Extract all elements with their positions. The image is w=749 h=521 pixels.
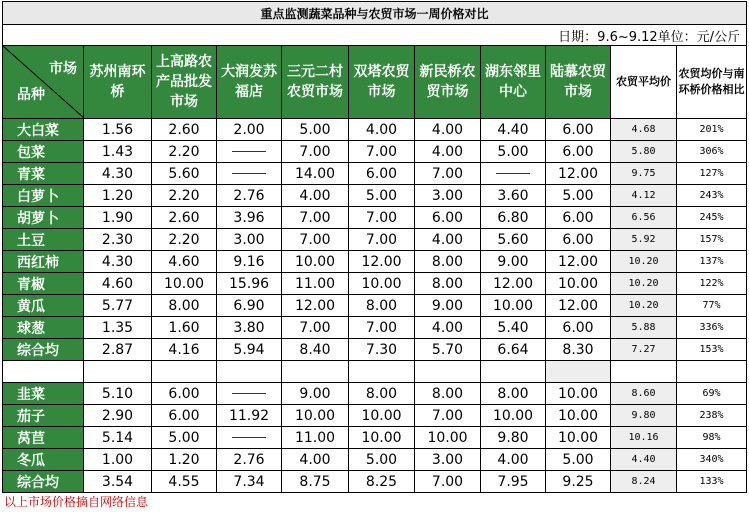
- price-cell: 5.10: [84, 383, 152, 405]
- price-cell: 12.00: [282, 295, 349, 317]
- price-cell: 5.00: [546, 185, 611, 207]
- ratio-cell: 340%: [677, 449, 747, 471]
- price-cell: 6.64: [481, 339, 546, 361]
- price-cell: 10.00: [152, 273, 217, 295]
- empty-cell: [282, 361, 349, 383]
- price-cell: 5.00: [349, 185, 415, 207]
- variety-name: 黄瓜: [3, 295, 84, 317]
- variety-name: 青菜: [3, 163, 84, 185]
- price-cell: 4.00: [481, 449, 546, 471]
- price-cell: 12.00: [546, 295, 611, 317]
- market-average-cell: 5.92: [611, 229, 677, 251]
- price-cell: 8.00: [415, 273, 481, 295]
- price-cell: 5.60: [481, 229, 546, 251]
- table-row: [3, 163, 747, 185]
- ratio-cell: 157%: [677, 229, 747, 251]
- empty-cell: [611, 361, 677, 383]
- price-cell: 9.80: [481, 427, 546, 449]
- no-data-dash: [232, 151, 266, 152]
- variety-name: 土豆: [3, 229, 84, 251]
- price-cell: 2.90: [84, 405, 152, 427]
- price-cell: 1.43: [84, 141, 152, 163]
- ratio-cell: 77%: [677, 295, 747, 317]
- price-cell: 2.30: [84, 229, 152, 251]
- table-row: [3, 207, 747, 229]
- price-cell: 8.00: [415, 383, 481, 405]
- price-cell: 5.00: [481, 141, 546, 163]
- table-row: [3, 295, 747, 317]
- price-cell: 4.60: [152, 251, 217, 273]
- price-cell: 12.00: [349, 251, 415, 273]
- price-cell: [217, 383, 282, 405]
- variety-name: 莴苣: [3, 427, 84, 449]
- price-cell: 7.00: [282, 141, 349, 163]
- table-row: [3, 273, 747, 295]
- column-header: 大润发苏福店: [217, 46, 282, 119]
- column-header: 农贸均价与南环桥价格相比: [677, 46, 747, 119]
- price-cell: 7.00: [282, 317, 349, 339]
- price-cell: 7.00: [349, 141, 415, 163]
- price-cell: 10.00: [349, 405, 415, 427]
- price-cell: 10.00: [546, 405, 611, 427]
- price-cell: 3.80: [217, 317, 282, 339]
- footnote: 以上市场价格摘自网络信息: [4, 495, 149, 509]
- column-header: 双塔农贸市场: [349, 46, 415, 119]
- price-cell: 6.00: [546, 317, 611, 339]
- price-cell: 2.20: [152, 229, 217, 251]
- ratio-cell: 153%: [677, 339, 747, 361]
- price-cell: 4.40: [481, 119, 546, 141]
- price-cell: 2.00: [217, 119, 282, 141]
- price-cell: 5.60: [152, 163, 217, 185]
- variety-name: 茄子: [3, 405, 84, 427]
- price-cell: 4.55: [152, 471, 217, 493]
- price-cell: 5.77: [84, 295, 152, 317]
- price-cell: 2.87: [84, 339, 152, 361]
- price-cell: 4.00: [282, 449, 349, 471]
- price-cell: 4.30: [84, 163, 152, 185]
- price-cell: 10.00: [282, 251, 349, 273]
- price-cell: 1.00: [84, 449, 152, 471]
- price-cell: 4.00: [415, 119, 481, 141]
- corner-header-cell: [3, 46, 84, 119]
- no-data-dash: [232, 393, 266, 394]
- date-unit-label: 日期：9.6~9.12单位：元/公斤: [3, 25, 747, 46]
- variety-name: 包菜: [3, 141, 84, 163]
- price-cell: 6.00: [546, 207, 611, 229]
- price-cell: 7.00: [349, 229, 415, 251]
- ratio-cell: 201%: [677, 119, 747, 141]
- table-row: [3, 449, 747, 471]
- price-cell: 6.00: [152, 383, 217, 405]
- price-cell: 7.00: [415, 471, 481, 493]
- ratio-cell: 245%: [677, 207, 747, 229]
- price-cell: 10.00: [481, 295, 546, 317]
- price-cell: 8.75: [282, 471, 349, 493]
- spacer-row: [3, 361, 747, 383]
- variety-name: 综合均: [3, 471, 84, 493]
- price-cell: 5.00: [282, 119, 349, 141]
- price-cell: 3.00: [415, 449, 481, 471]
- market-average-cell: 7.27: [611, 339, 677, 361]
- market-average-cell: 10.20: [611, 295, 677, 317]
- price-cell: 2.76: [217, 449, 282, 471]
- variety-name: 大白菜: [3, 119, 84, 141]
- price-cell: 11.92: [217, 405, 282, 427]
- price-cell: 3.60: [481, 185, 546, 207]
- column-header: 苏州南环桥: [84, 46, 152, 119]
- price-cell: 4.00: [415, 229, 481, 251]
- header-row: [3, 46, 747, 119]
- empty-cell: [152, 361, 217, 383]
- table-row: [3, 229, 747, 251]
- price-cell: 9.00: [282, 383, 349, 405]
- price-cell: 6.80: [481, 207, 546, 229]
- price-cell: 7.34: [217, 471, 282, 493]
- empty-cell: [677, 361, 747, 383]
- price-cell: 8.40: [282, 339, 349, 361]
- market-average-cell: 5.80: [611, 141, 677, 163]
- price-cell: 1.90: [84, 207, 152, 229]
- price-cell: 6.00: [415, 207, 481, 229]
- market-average-cell: 8.60: [611, 383, 677, 405]
- market-average-cell: 8.24: [611, 471, 677, 493]
- price-cell: 5.94: [217, 339, 282, 361]
- price-cell: 2.76: [217, 185, 282, 207]
- price-cell: 8.30: [546, 339, 611, 361]
- price-cell: 5.00: [546, 449, 611, 471]
- price-cell: 2.20: [152, 185, 217, 207]
- price-cell: 4.00: [349, 119, 415, 141]
- price-cell: 5.00: [152, 427, 217, 449]
- price-cell: 10.00: [349, 427, 415, 449]
- variety-name: 韭菜: [3, 383, 84, 405]
- market-average-cell: 4.12: [611, 185, 677, 207]
- market-average-cell: 10.16: [611, 427, 677, 449]
- table-row: [3, 405, 747, 427]
- market-average-cell: 4.40: [611, 449, 677, 471]
- price-cell: 3.96: [217, 207, 282, 229]
- price-cell: 8.00: [415, 251, 481, 273]
- table-row: [3, 383, 747, 405]
- price-cell: 4.00: [415, 317, 481, 339]
- ratio-cell: 243%: [677, 185, 747, 207]
- ratio-cell: 127%: [677, 163, 747, 185]
- price-cell: 4.30: [84, 251, 152, 273]
- price-cell: 5.70: [415, 339, 481, 361]
- variety-name: 西红柿: [3, 251, 84, 273]
- price-comparison-sheet: [2, 1, 746, 508]
- empty-cell: [546, 361, 611, 383]
- empty-cell: [349, 361, 415, 383]
- price-cell: 4.00: [282, 185, 349, 207]
- price-cell: 3.00: [415, 185, 481, 207]
- price-cell: 5.00: [349, 449, 415, 471]
- price-cell: 9.25: [546, 471, 611, 493]
- column-header: 上高路农产品批发市场: [152, 46, 217, 119]
- no-data-dash: [232, 173, 266, 174]
- ratio-cell: 238%: [677, 405, 747, 427]
- price-cell: 14.00: [282, 163, 349, 185]
- price-cell: 1.35: [84, 317, 152, 339]
- price-cell: 2.60: [152, 207, 217, 229]
- empty-cell: [415, 361, 481, 383]
- market-average-cell: 9.75: [611, 163, 677, 185]
- price-cell: 6.00: [546, 119, 611, 141]
- ratio-cell: 336%: [677, 317, 747, 339]
- ratio-cell: 69%: [677, 383, 747, 405]
- price-cell: 8.00: [481, 383, 546, 405]
- price-cell: 7.00: [282, 229, 349, 251]
- table-row: [3, 141, 747, 163]
- price-cell: [217, 427, 282, 449]
- price-cell: 4.00: [415, 141, 481, 163]
- market-average-cell: 10.20: [611, 251, 677, 273]
- market-average-cell: 5.88: [611, 317, 677, 339]
- price-cell: 12.00: [481, 273, 546, 295]
- price-cell: 6.00: [152, 405, 217, 427]
- variety-name: 青椒: [3, 273, 84, 295]
- table-row: [3, 427, 747, 449]
- column-header: 农贸平均价: [611, 46, 677, 119]
- table-row: [3, 251, 747, 273]
- price-cell: 8.25: [349, 471, 415, 493]
- price-cell: 1.56: [84, 119, 152, 141]
- price-cell: 10.00: [546, 383, 611, 405]
- price-cell: 12.00: [546, 163, 611, 185]
- price-cell: [481, 163, 546, 185]
- price-cell: 10.00: [546, 273, 611, 295]
- price-cell: 10.00: [282, 405, 349, 427]
- price-cell: 7.00: [349, 317, 415, 339]
- variety-name: 胡萝卜: [3, 207, 84, 229]
- price-cell: 7.00: [415, 163, 481, 185]
- ratio-cell: 306%: [677, 141, 747, 163]
- price-cell: 10.00: [349, 273, 415, 295]
- price-cell: [217, 141, 282, 163]
- price-cell: 12.00: [546, 251, 611, 273]
- no-data-dash: [232, 437, 266, 438]
- variety-name: 综合均: [3, 339, 84, 361]
- price-cell: 6.90: [217, 295, 282, 317]
- price-cell: 7.00: [415, 405, 481, 427]
- price-cell: 11.00: [282, 273, 349, 295]
- corner-variety-label: 品种: [17, 87, 45, 103]
- price-cell: 7.30: [349, 339, 415, 361]
- market-average-cell: 4.68: [611, 119, 677, 141]
- price-cell: 6.00: [546, 229, 611, 251]
- price-cell: 2.60: [152, 119, 217, 141]
- price-cell: 6.00: [546, 141, 611, 163]
- price-cell: 9.00: [481, 251, 546, 273]
- ratio-cell: 133%: [677, 471, 747, 493]
- variety-name: 球葱: [3, 317, 84, 339]
- empty-cell: [3, 361, 84, 383]
- no-data-dash: [496, 173, 530, 174]
- empty-cell: [217, 361, 282, 383]
- price-cell: 7.00: [282, 207, 349, 229]
- price-cell: 11.00: [282, 427, 349, 449]
- price-cell: 7.00: [349, 207, 415, 229]
- price-cell: 8.00: [349, 383, 415, 405]
- price-table: [2, 1, 747, 493]
- column-header: 陆慕农贸市场: [546, 46, 611, 119]
- empty-cell: [84, 361, 152, 383]
- price-cell: 10.00: [415, 427, 481, 449]
- price-cell: 5.14: [84, 427, 152, 449]
- ratio-cell: 98%: [677, 427, 747, 449]
- price-cell: 15.96: [217, 273, 282, 295]
- empty-cell: [481, 361, 546, 383]
- price-cell: 1.20: [84, 185, 152, 207]
- table-row: [3, 185, 747, 207]
- price-cell: 6.00: [349, 163, 415, 185]
- price-cell: 1.60: [152, 317, 217, 339]
- variety-name: 白萝卜: [3, 185, 84, 207]
- price-cell: 7.95: [481, 471, 546, 493]
- column-header: 新民桥农贸市场: [415, 46, 481, 119]
- price-cell: 5.40: [481, 317, 546, 339]
- price-cell: 1.20: [152, 449, 217, 471]
- price-cell: 10.00: [546, 427, 611, 449]
- table-row: [3, 471, 747, 493]
- ratio-cell: 137%: [677, 251, 747, 273]
- price-cell: 10.00: [481, 405, 546, 427]
- table-row: [3, 317, 747, 339]
- price-cell: 3.54: [84, 471, 152, 493]
- price-cell: 8.00: [349, 295, 415, 317]
- table-row: [3, 119, 747, 141]
- table-title: 重点监测蔬菜品种与农贸市场一周价格对比: [3, 2, 747, 25]
- price-cell: 3.00: [217, 229, 282, 251]
- price-cell: 9.16: [217, 251, 282, 273]
- price-cell: 4.60: [84, 273, 152, 295]
- corner-diagonal-line: [3, 46, 84, 118]
- market-average-cell: 6.56: [611, 207, 677, 229]
- corner-market-label: 市场: [49, 61, 77, 77]
- column-header: 三元二村农贸市场: [282, 46, 349, 119]
- price-cell: 4.16: [152, 339, 217, 361]
- ratio-cell: 122%: [677, 273, 747, 295]
- variety-name: 冬瓜: [3, 449, 84, 471]
- price-cell: [217, 163, 282, 185]
- price-cell: 8.00: [152, 295, 217, 317]
- table-row: [3, 339, 747, 361]
- market-average-cell: 10.20: [611, 273, 677, 295]
- market-average-cell: 9.80: [611, 405, 677, 427]
- price-cell: 2.20: [152, 141, 217, 163]
- price-cell: 9.00: [415, 295, 481, 317]
- column-header: 湖东邻里中心: [481, 46, 546, 119]
